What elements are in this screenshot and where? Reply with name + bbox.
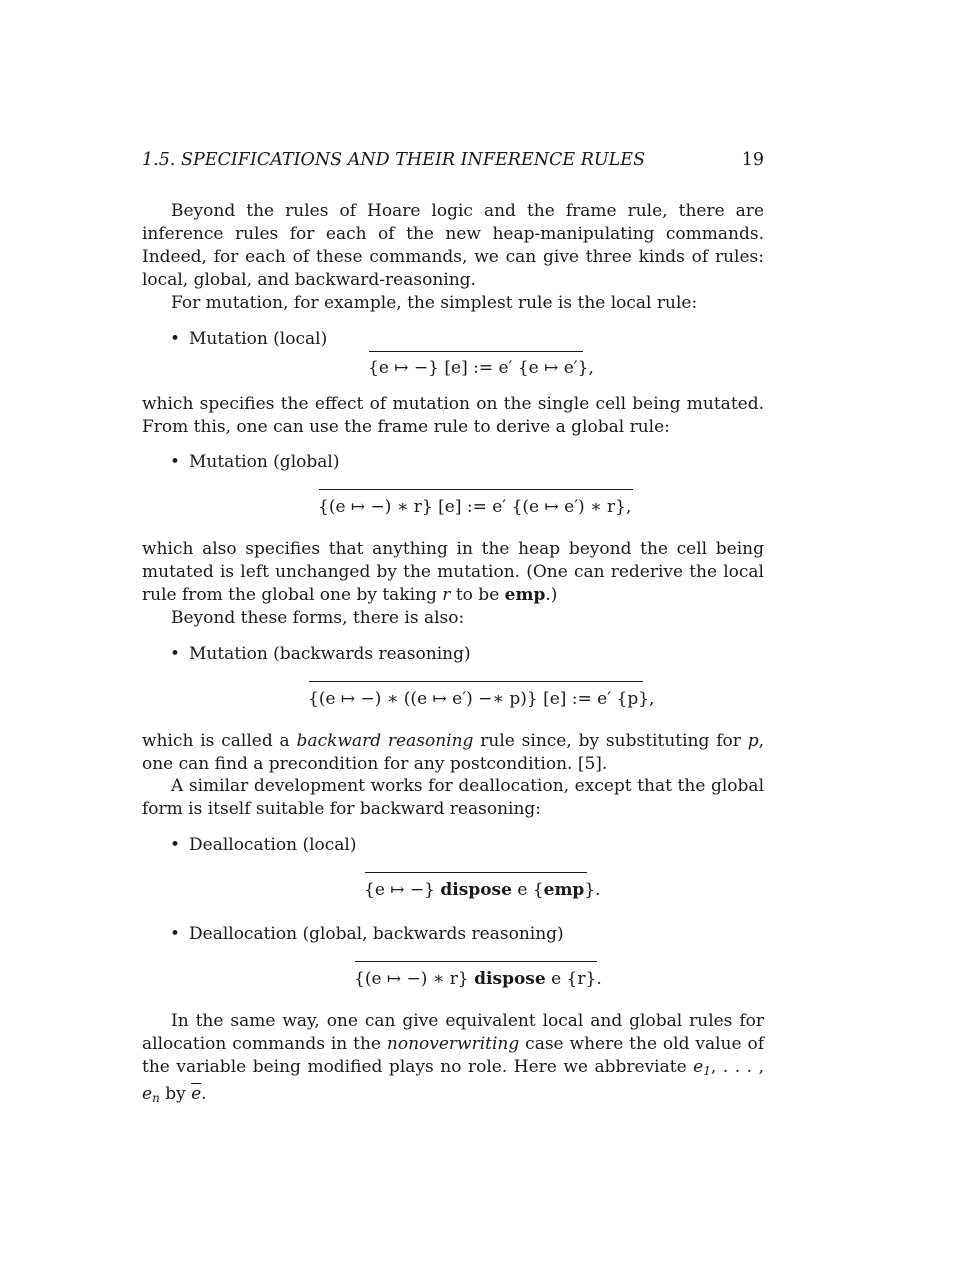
rule-mutation-backwards	[308, 688, 654, 711]
bullet-label: Deallocation (global, backwards reasoning)	[189, 924, 564, 944]
paragraph-other-forms: Beyond these forms, there is also:	[171, 608, 465, 628]
bullet-label: Mutation (global)	[189, 452, 340, 472]
bullet-icon: •	[170, 644, 181, 664]
bullet-icon: •	[170, 329, 181, 349]
running-head: 1.5. SPECIFICATIONS AND THEIR INFERENCE RULES	[142, 150, 646, 170]
paragraph-mutation-intro: For mutation, for example, the simplest rule is the local rule:	[171, 293, 698, 313]
bullet-label: Mutation (local)	[189, 329, 328, 349]
page-number: 19	[741, 150, 764, 170]
rule-dealloc-local	[364, 879, 601, 902]
paragraph-allocation: In the same way, one can give equivalent local and global rules for allocation commands in the nonoverwriting case where the old value of the variable being modified plays no role. Here we abbreviate $e_1$, . . . , $e_n$ by $\overline{e}$.	[142, 1011, 765, 1105]
rule-bar	[365, 872, 587, 873]
paragraph-backward-reasoning: which is called a backward reasoning rule since, by substituting for p, one can find a precondition for any postcondition. [5].	[142, 731, 764, 774]
rule-expression: {(e ↦ −) ∗ r} dispose e {r}.	[354, 969, 602, 989]
bullet-dealloc-local	[170, 834, 356, 857]
rule-dealloc-global	[354, 968, 602, 991]
bullet-icon: •	[170, 452, 181, 472]
bullet-dealloc-global	[170, 923, 564, 946]
bullet-icon: •	[170, 835, 181, 855]
rule-bar	[319, 489, 633, 490]
bullet-icon: •	[170, 924, 181, 944]
rule-expression: {e ↦ −} dispose e {emp}.	[364, 880, 601, 900]
rule-mutation-local	[368, 357, 594, 380]
rule-mutation-global	[318, 496, 631, 519]
bullet-label: Deallocation (local)	[189, 835, 357, 855]
rule-bar	[355, 961, 597, 962]
bullet-mutation-local	[170, 328, 327, 351]
paragraph-global-effect: which also specifies that anything in the heap beyond the cell being mutated is left unchanged by the mutation. (One can rederive the local rule from the global one by taking r to be emp.)	[142, 539, 764, 605]
paragraph-deallocation: A similar development works for deallocation, except that the global form is itself suitable for backward reasoning:	[142, 776, 764, 819]
rule-expression: {(e ↦ −) ∗ r} [e] := e′ {(e ↦ e′) ∗ r},	[318, 497, 632, 517]
bullet-mutation-backwards	[170, 643, 471, 666]
paragraph-intro: Beyond the rules of Hoare logic and the frame rule, there are inference rules for each of the new heap-manipulating commands. Indeed, for each of these commands, we can give three kinds of rules: local, global, and backward-reasoning.	[142, 201, 764, 290]
rule-expression: {(e ↦ −) ∗ ((e ↦ e′) −∗ p)} [e] := e′ {p},	[308, 689, 655, 709]
bullet-mutation-global	[170, 451, 339, 474]
rule-bar	[369, 351, 583, 352]
rule-expression: {e ↦ −} [e] := e′ {e ↦ e′},	[368, 358, 594, 378]
rule-bar	[309, 681, 643, 682]
paragraph-local-effect: which specifies the effect of mutation on the single cell being mutated. From this, one can use the frame rule to derive a global rule:	[142, 394, 764, 437]
bullet-label: Mutation (backwards reasoning)	[189, 644, 471, 664]
